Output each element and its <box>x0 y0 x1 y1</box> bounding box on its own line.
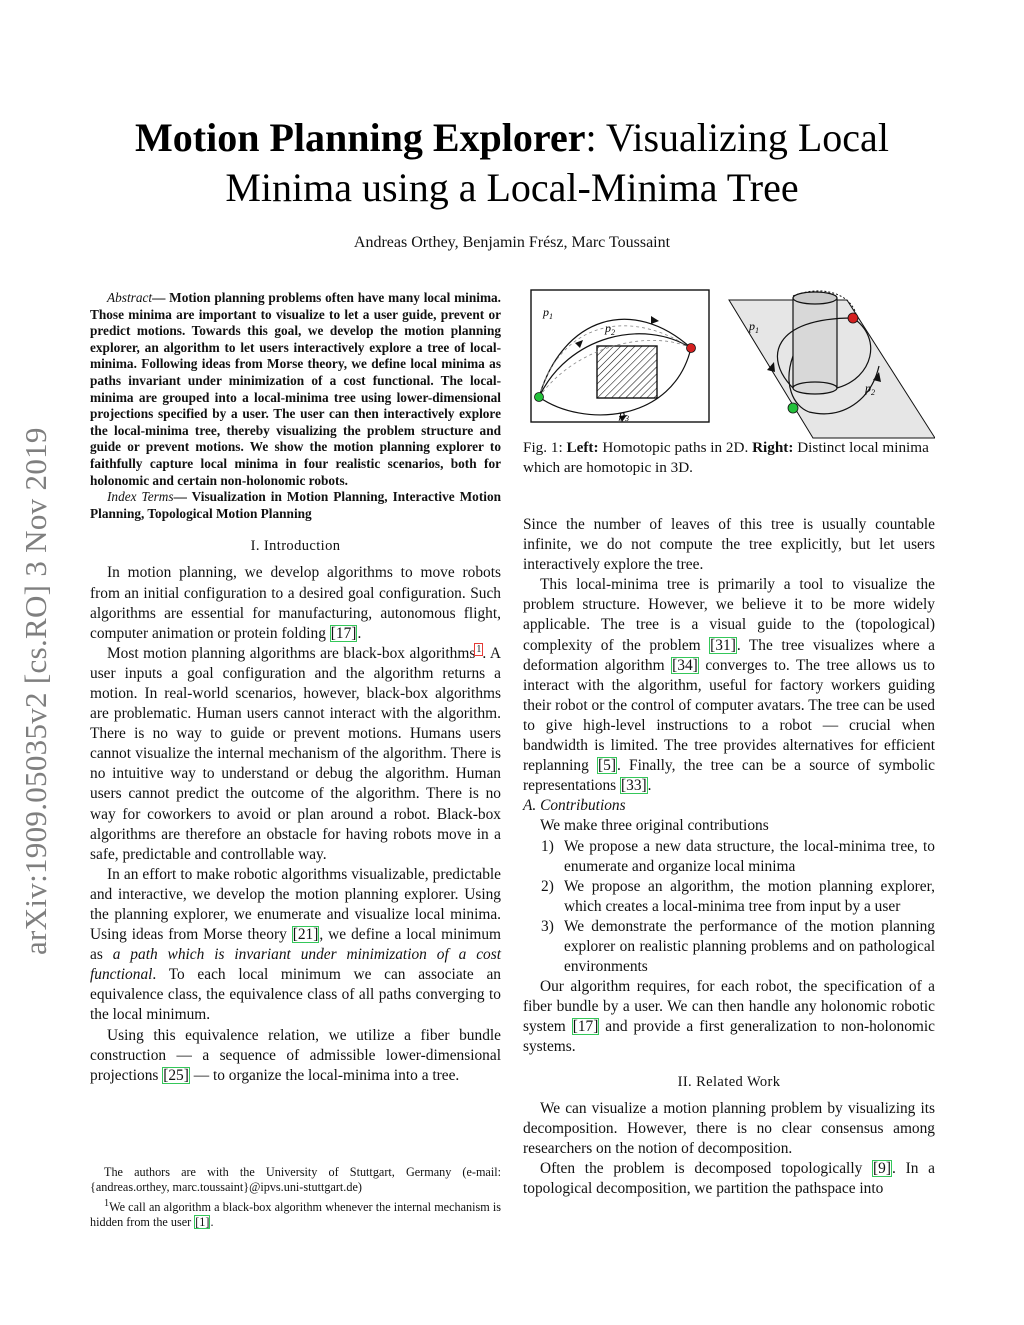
right-paragraph-1: Since the number of leaves of this tree is usually countable infinite, we do not compute the tree explicitly, but let users interactively explore the tree. <box>523 516 935 574</box>
footnote-1-mark: 1 <box>104 1197 110 1209</box>
intro-paragraph-3: In an effort to make robotic algorithms visualizable, predictable and interactive, we develop the motion planning explorer. Using the planning explorer, we enumerate and visualize local minima. Using ideas from Morse theory [21], we define a local minimum as a path which is invariant under minimization of a cost functional. To each local minimum we can associate an equivalence class, the equivalence class of all paths converging to the local minimum. <box>90 865 502 1024</box>
intro-paragraph-4: Using this equivalence relation, we utilize a fiber bundle construction — a sequence of admissible lower-dimensional projections [25] — to organize the local-minima into a tree. <box>90 1026 501 1084</box>
citation-link[interactable]: [25] <box>163 1066 189 1084</box>
footnote-link[interactable]: 1 <box>476 643 482 655</box>
footnotes <box>90 1165 501 1231</box>
title-rest: : Visualizing Local <box>585 115 889 160</box>
list-item: 2) We propose an algorithm, the motion planning explorer, which creates a local-minima tree from input by a user <box>541 877 935 915</box>
label-p3: $p_3$ <box>619 407 629 423</box>
citation-link[interactable]: [17] <box>572 1018 599 1036</box>
left-column <box>90 290 501 1086</box>
paper-title <box>90 113 934 213</box>
author-list: Andreas Orthey, Benjamin Frész, Marc Toussaint <box>353 234 671 251</box>
intro-paragraph-1: In motion planning, we develop algorithms to move robots from an initial configuration to a desired goal configuration. Such algorithms are essential for manufacturing, autonomous flight, computer animation or protein folding [17]. <box>90 564 501 642</box>
right-paragraph-2: This local-minima tree is primarily a tool to visualize the problem structure. However, we believe it to be more widely applicable. The tree is a visual guide to the (topological) complexity of the problem [31]. The tree visualizes where a deformation algorithm [34] converges to. The tree allows us to interact with the algorithm, useful for factory workers guiding their robot or the control of computer avatars. The tree can be used to give high-level instructions to a robot — crucial when bandwidth is limited. The tree provides alternatives for efficient replanning [5]. Finally, the tree can be a source of symbolic representations [33]. <box>523 576 936 795</box>
right-paragraph-5: Often the problem is decomposed topologically [9]. In a topological decomposition, we partition the pathspace into <box>523 1159 935 1197</box>
list-item: 3) We demonstrate the performance of the motion planning explorer on realistic planning problems and on pathological environments <box>541 917 935 976</box>
index-terms-text: — Visualization in Motion Planning, Interactive Motion Planning, Topological Motion Planning <box>90 489 501 521</box>
citation-link[interactable]: [5] <box>598 757 616 775</box>
arxiv-identifier[interactable]: arXiv:1909.05035v2 [cs.RO] 3 Nov 2019 <box>18 427 53 955</box>
pillar-top <box>793 292 837 304</box>
right-column <box>523 515 935 1199</box>
affiliation-footnote: The authors are with the University of Stuttgart, Germany (e-mail: {andreas.orthey, marc.toussaint}@ipvs.uni-stuttgart.de) <box>90 1165 501 1195</box>
section-heading-introduction: I. Introduction <box>250 538 341 555</box>
abstract-label: Abstract <box>107 290 153 305</box>
goal-point-3d <box>848 313 858 323</box>
citation-link[interactable]: [34] <box>672 656 698 674</box>
goal-point <box>687 344 696 353</box>
figure-right-panel <box>729 291 935 438</box>
citation-link[interactable]: [21] <box>292 926 319 944</box>
right-paragraph-3: Our algorithm requires, for each robot, the specification of a fiber bundle by a user. We can then handle any holonomic robotic system [17] and provide a first generalization to non-holonomic systems. <box>523 978 935 1056</box>
contributions-intro: We make three original contributions <box>540 817 769 835</box>
citation-link[interactable]: [1] <box>195 1215 210 1230</box>
title-line-2: Minima using a Local-Minima Tree <box>225 165 799 210</box>
intro-paragraph-2: Most motion planning algorithms are black-box algorithms$^1$. A user inputs a goal configuration and the algorithm returns a motion. In real-world scenarios, however, black-box algorithms are problematic. Human users cannot interact with the algorithm. There is no way to guide or prevent motions. Humans users cannot visualize the internal mechanism of the algorithm. There is no intuitive way to understand or debug the algorithm. Human users cannot predict the outcome of the algorithm. There is no way for coworkers to avoid or plan around a robot. Black-box algorithms are therefore an obstacle for having robots move in a safe, predictable and controllable way. <box>90 643 501 863</box>
section-heading-related-work: II. Related Work <box>677 1073 781 1090</box>
citation-link[interactable]: [31] <box>710 636 736 654</box>
citation-link[interactable]: [33] <box>621 777 647 795</box>
list-item: 1) We propose a new data structure, the local-minima tree, to enumerate and organize local minima <box>541 837 935 875</box>
index-terms-label: Index Terms <box>107 489 174 505</box>
start-point-3d <box>788 403 798 413</box>
citation-link[interactable]: [17] <box>330 624 357 642</box>
figure-1 <box>523 288 935 446</box>
label-p2-3d: $p_2$ <box>865 381 875 397</box>
label-p2: $p_2$ <box>605 321 615 337</box>
citation-link[interactable]: [9] <box>873 1159 891 1177</box>
label-p1-3d: $p_1$ <box>749 319 759 335</box>
figure-left-panel <box>531 290 709 423</box>
footnote-1: $^1$We call an algorithm a black-box algorithm whenever the internal mechanism is hidden from the user [1]. <box>90 1197 501 1230</box>
obstacle <box>597 346 657 398</box>
figure-caption: Fig. 1: Left: Homotopic paths in 2D. Right: Distinct local minima which are homotopic in 3D. <box>523 439 929 476</box>
contributions-list <box>523 837 935 978</box>
subsection-heading-contributions: A. Contributions <box>523 797 626 815</box>
title-bold: Motion Planning Explorer <box>135 115 586 160</box>
abstract <box>90 290 501 522</box>
right-paragraph-4: We can visualize a motion planning problem by visualizing its decomposition. However, there is no clear consensus among researchers on the notion of decomposition. <box>523 1099 935 1157</box>
abstract-text: — Motion planning problems often have many local minima. Those minima are important to visualize to let a user guide, prevent or predict motions. Towards this goal, we develop the motion planning explorer, an algorithm to let users interactively explore a tree of local-minima. Following ideas from Morse theory, we define local minima as paths invariant under minimization of a cost functional. The local-minima are grouped into a local-minima tree using lower-dimensional projections specified by a user. The user can then interactively explore the local-minima tree, thereby visualizing the problem structure and guide or prevent motions. We show the motion planning explorer to faithfully capture local minima in four realistic scenarios, both for holonomic and certain non-holonomic robots. <box>90 290 501 488</box>
start-point <box>535 393 544 402</box>
pillar-base <box>793 382 837 394</box>
pillar-body <box>793 298 837 388</box>
label-p1: $p_1$ <box>543 305 553 321</box>
